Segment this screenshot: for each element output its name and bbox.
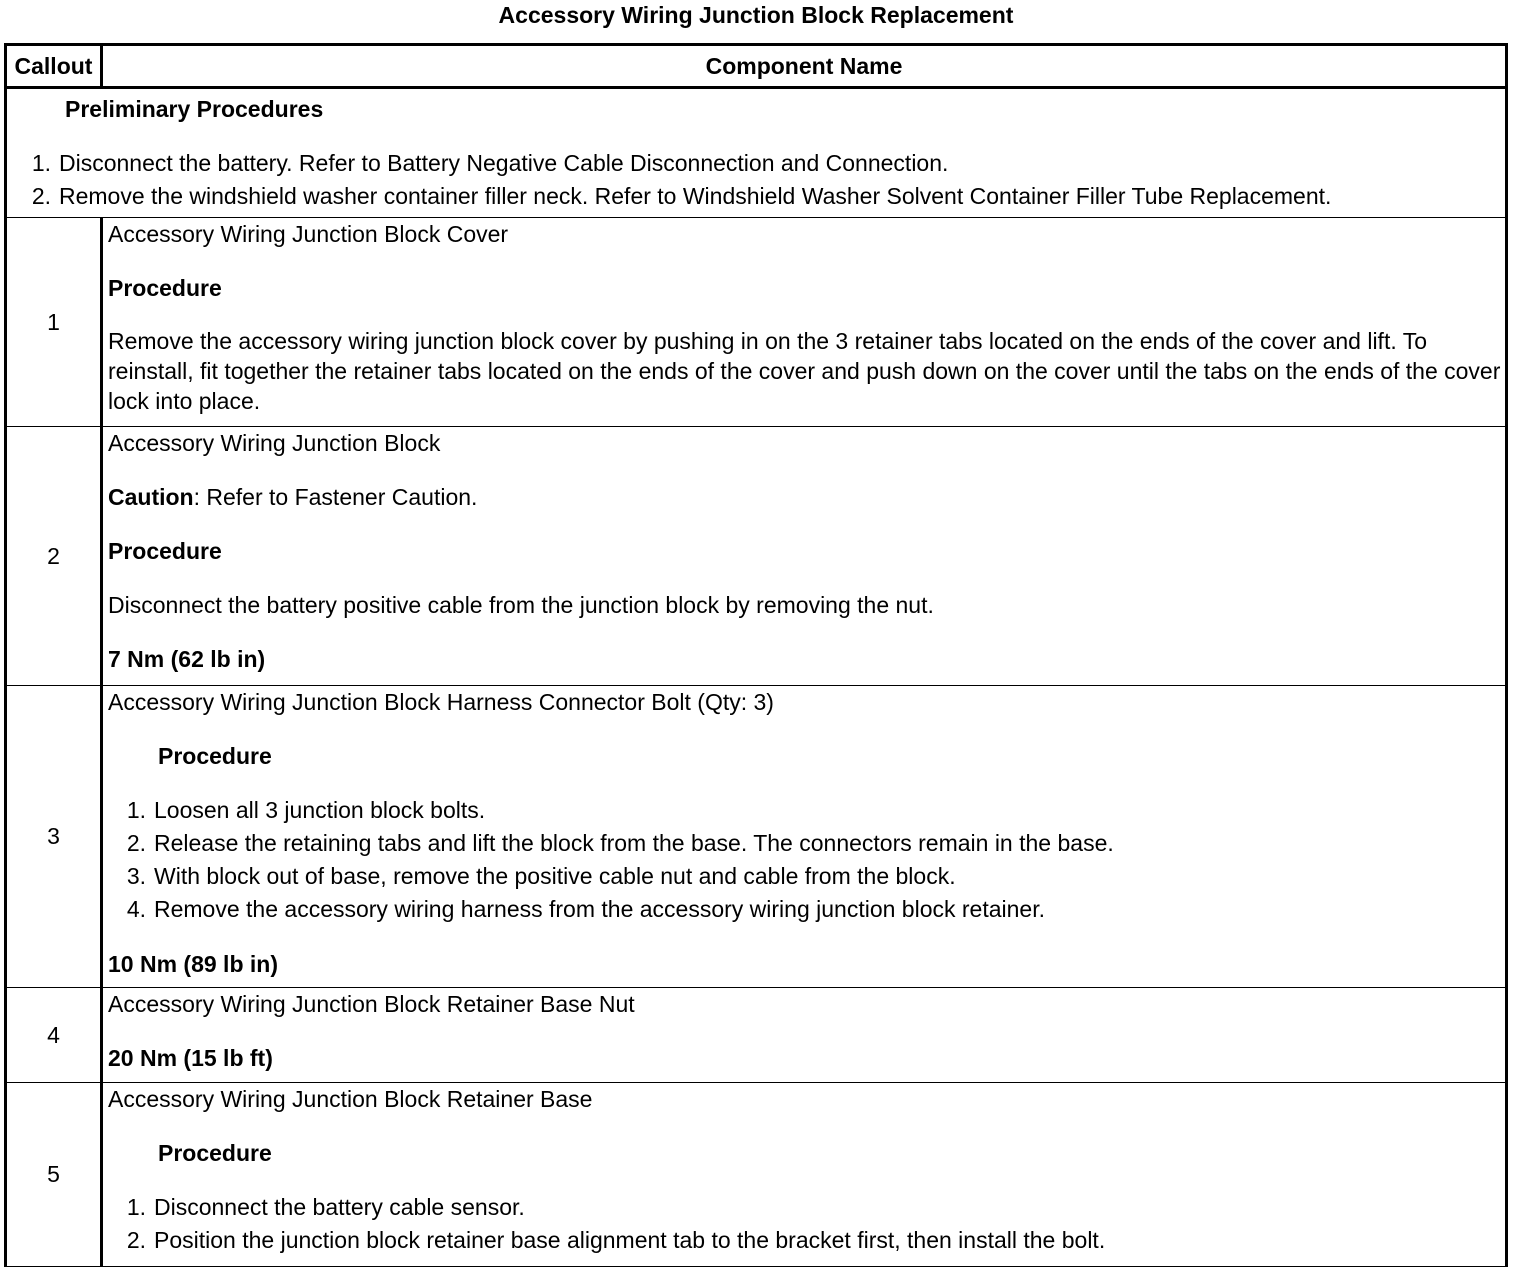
procedure-label: Procedure [108,275,222,301]
callout-header: Callout [6,45,102,88]
procedure-steps [108,1191,1505,1257]
component-name: Accessory Wiring Junction Block [108,430,441,456]
list-item: 3. With block out of base, remove the positive cable nut and cable from the block. [126,863,956,889]
callout-cell: 5 [6,1083,102,1267]
torque-spec: 7 Nm (62 lb in) [108,646,266,672]
preliminary-cell [6,88,1507,218]
header-row [6,45,1507,88]
preliminary-steps [29,147,1505,213]
procedure-text: Remove the accessory wiring junction block cover by pushing in on the 3 retainer tabs located on the ends of the cover and lift. To reinstall, fit together the retainer tabs located on the ends of the cover and push down on the cover until the tabs on the ends of the cover lock into place. [108,328,1501,414]
list-item: 4. Remove the accessory wiring harness from the accessory wiring junction block retainer. [126,896,1045,922]
caution-text: : Refer to Fastener Caution. [193,484,478,510]
list-item: 2. Release the retaining tabs and lift the block from the base. The connectors remain in the base. [126,830,1114,856]
procedure-steps [108,794,1505,926]
component-cell [102,218,1507,427]
procedure-label: Procedure [158,743,272,769]
component-cell [102,988,1507,1083]
procedure-text: Disconnect the battery positive cable from the junction block by removing the nut. [108,592,934,618]
list-item: 1. Loosen all 3 junction block bolts. [126,797,486,823]
component-name: Accessory Wiring Junction Block Cover [108,221,509,247]
list-item: 2. Position the junction block retainer base alignment tab to the bracket first, then install the bolt. [126,1227,1106,1253]
component-cell [102,1083,1507,1267]
table-row [6,686,1507,988]
list-item: 1. Disconnect the battery. Refer to Battery Negative Cable Disconnection and Connection. [31,150,949,176]
document-title: Accessory Wiring Junction Block Replacement [498,2,1014,28]
preliminary-heading: Preliminary Procedures [65,96,324,122]
component-name-header: Component Name [102,45,1507,88]
callout-cell: 4 [6,988,102,1083]
callout-cell: 1 [6,218,102,427]
caution-line [108,481,1505,513]
callout-cell: 3 [6,686,102,988]
component-name: Accessory Wiring Junction Block Retainer Base [108,1086,593,1112]
list-item: 2. Remove the windshield washer container filler neck. Refer to Windshield Washer Solvent Container Filler Tube Replacement. [31,183,1332,209]
procedure-label: Procedure [158,1140,272,1166]
preliminary-row [6,88,1507,218]
list-item: 1. Disconnect the battery cable sensor. [126,1194,525,1220]
callout-cell: 2 [6,427,102,686]
component-name: Accessory Wiring Junction Block Retainer Base Nut [108,991,635,1017]
caution-label: Caution [108,484,194,510]
component-name: Accessory Wiring Junction Block Harness Connector Bolt (Qty: 3) [108,689,774,715]
table-row [6,1083,1507,1267]
table-row [6,218,1507,427]
table-row [6,988,1507,1083]
torque-spec: 20 Nm (15 lb ft) [108,1045,273,1071]
table-row [6,427,1507,686]
component-cell [102,686,1507,988]
procedure-label: Procedure [108,538,222,564]
torque-spec: 10 Nm (89 lb in) [108,951,278,977]
component-table [4,43,1508,1267]
component-cell [102,427,1507,686]
